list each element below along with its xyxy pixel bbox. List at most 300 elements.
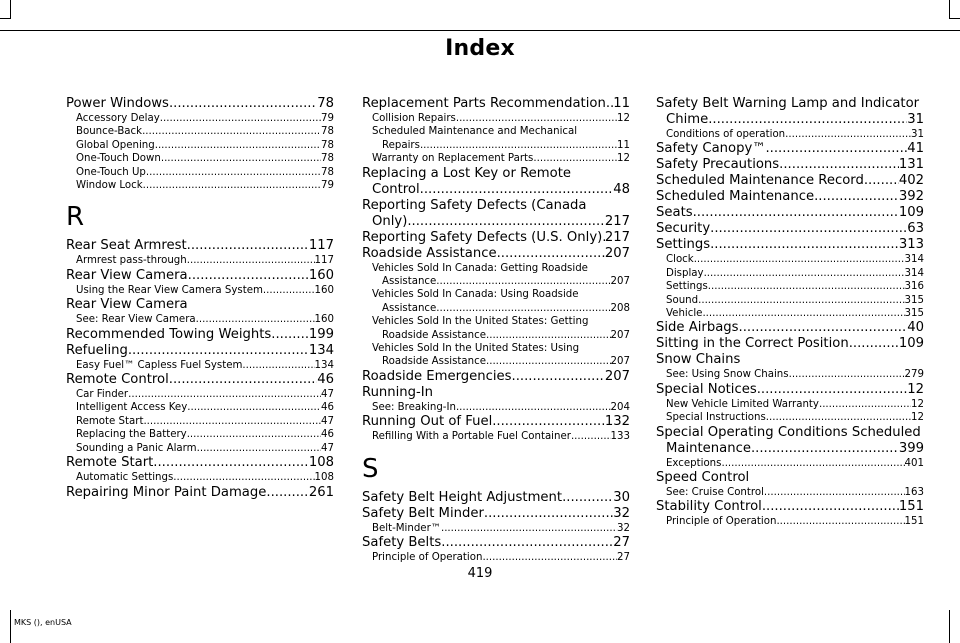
entry-label: Remote Start: [76, 415, 144, 427]
dot-leader: [571, 430, 611, 443]
entry-label: Security: [656, 221, 711, 237]
entry-page: 11: [613, 96, 630, 111]
entry-page: 12: [617, 153, 630, 165]
index-entry: [362, 414, 630, 430]
dot-leader: [441, 522, 617, 535]
entry-label: Vehicles Sold In Canada: Using Roadside: [372, 289, 579, 301]
entry-label: Accessory Delay: [76, 113, 160, 124]
entry-label-cont: Assistance: [382, 302, 437, 314]
entry-label: See: Rear View Camera: [76, 314, 196, 326]
crop-mark-top-left: [10, 0, 11, 18]
dot-leader: [266, 485, 308, 501]
entry-label: Safety Belt Warning Lamp and Indicator: [656, 96, 920, 111]
dot-leader: [721, 457, 904, 470]
entry-continuation: [372, 139, 630, 152]
crop-mark-top-right-h: [949, 18, 960, 19]
entry-page: 12: [907, 381, 924, 397]
entry-page: 313: [898, 237, 924, 253]
dot-leader: [187, 428, 321, 441]
index-subentry: [362, 152, 630, 165]
index-entry: [656, 157, 924, 173]
entry-page: 217: [604, 213, 630, 229]
entry-label: Scheduled Maintenance Record: [656, 173, 864, 189]
dot-leader: [155, 139, 321, 152]
entry-page: 134: [308, 342, 334, 358]
section-letter: R: [66, 202, 85, 233]
entry-label: Safety Belt Minder: [362, 505, 484, 521]
entry-page: 31: [911, 129, 924, 140]
entry-label: Rear View Camera: [66, 267, 188, 283]
crop-mark-bottom-right: [949, 610, 950, 643]
index-entry: [362, 96, 630, 112]
dot-leader: [693, 205, 899, 221]
entry-label: Speed Control: [656, 470, 750, 486]
entry-continuation: [362, 214, 630, 230]
entry-page: 204: [610, 401, 630, 413]
entry-page: 399: [898, 440, 924, 456]
dot-leader: [142, 125, 321, 138]
dot-leader: [407, 214, 604, 230]
entry-label: Refilling With a Portable Fuel Container: [372, 431, 571, 443]
entry-label-cont: Roadside Assistance: [382, 329, 486, 341]
index-entry: [66, 327, 334, 343]
index-entry: [362, 246, 630, 262]
entry-page: 109: [898, 336, 924, 352]
entry-page: 163: [904, 487, 924, 499]
entry-label: Repairing Minor Paint Damage: [66, 484, 267, 500]
entry-label: Replacement Parts Recommendation: [362, 96, 606, 111]
entry-label: Special Operating Conditions Scheduled: [656, 424, 921, 440]
dot-leader: [169, 96, 317, 112]
dot-leader: [497, 246, 605, 262]
index-subentry: [66, 125, 334, 138]
index-subentry: [362, 401, 630, 414]
entry-page: 79: [321, 113, 334, 124]
entry-page: 109: [898, 205, 924, 221]
dot-leader: [789, 368, 905, 381]
dot-leader: [271, 327, 309, 343]
dot-leader: [698, 294, 904, 307]
entry-continuation: [372, 355, 630, 368]
entry-label: Snow Chains: [656, 352, 741, 368]
entry-label: Running-In: [362, 384, 434, 400]
entry-continuation: [656, 441, 924, 457]
entry-label: Reporting Safety Defects (U.S. Only): [362, 229, 603, 245]
dot-leader: [197, 442, 321, 455]
index-subentry: [362, 112, 630, 125]
entry-continuation: [362, 182, 630, 198]
entry-page: 392: [898, 189, 924, 205]
entry-page: 160: [314, 284, 334, 296]
entry-label: Window Lock: [76, 180, 143, 192]
entry-label: See: Breaking-In: [372, 401, 456, 413]
index-entry: [656, 499, 924, 515]
entry-page: 402: [898, 173, 924, 189]
entry-page: 117: [314, 255, 334, 267]
entry-page: 47: [321, 415, 334, 427]
index-subentry: [66, 254, 334, 267]
entry-page: 78: [321, 166, 334, 178]
entry-page: 30: [613, 489, 630, 505]
entry-page: 46: [321, 429, 334, 441]
entry-label: Warranty on Replacement Parts: [372, 153, 534, 165]
index-column-2: [362, 96, 630, 565]
dot-leader: [187, 254, 315, 267]
entry-label: Global Opening: [76, 139, 155, 151]
entry-label: Sounding a Panic Alarm: [76, 442, 197, 454]
index-subentry: [66, 284, 334, 297]
entry-page: 131: [898, 157, 924, 173]
index-subentry: [656, 307, 924, 320]
entry-continuation: [372, 302, 630, 315]
dot-leader: [702, 307, 904, 320]
entry-label: Reporting Safety Defects (Canada: [362, 197, 587, 213]
entry-page: 208: [610, 302, 630, 314]
entry-label: Remote Start: [66, 455, 154, 471]
entry-page: 27: [613, 535, 630, 551]
dot-leader: [694, 253, 905, 266]
entry-page: 207: [604, 245, 630, 261]
entry-page: 12: [617, 113, 630, 124]
section-letter: S: [362, 453, 379, 484]
entry-label: Safety Canopy™: [656, 141, 766, 157]
index-subentry: [656, 486, 924, 499]
entry-label: Refueling: [66, 342, 128, 358]
index-subentry: [66, 179, 334, 192]
entry-page: 78: [321, 153, 334, 165]
index-subentry: [66, 139, 334, 152]
entry-label: Bounce-Back: [76, 126, 143, 138]
entry-label: Scheduled Maintenance: [656, 189, 815, 205]
index-subentry: [362, 315, 630, 342]
entry-label-cont: Maintenance: [666, 440, 751, 456]
entry-page: 160: [314, 314, 334, 326]
index-entry: [66, 268, 334, 284]
entry-page: 316: [904, 281, 924, 293]
entry-page: 12: [911, 398, 924, 410]
entry-page: 261: [308, 484, 334, 500]
index-entry: [656, 221, 924, 237]
index-subentry: [66, 166, 334, 179]
index-entry: [656, 425, 924, 457]
index-subentry: [362, 430, 630, 443]
index-entry: [66, 96, 334, 112]
dot-leader: [482, 551, 617, 564]
entry-label: One-Touch Down: [76, 153, 161, 165]
entry-page: 78: [321, 126, 334, 138]
index-entry: [656, 205, 924, 221]
entry-page: 151: [898, 499, 924, 515]
entry-label-cont: Repairs: [382, 139, 420, 151]
crop-mark-top-right: [949, 0, 950, 18]
entry-label: Settings: [656, 237, 711, 253]
dot-leader: [420, 139, 617, 152]
dot-leader: [128, 388, 321, 401]
entry-label: Running Out of Fuel: [362, 414, 493, 430]
dot-leader: [819, 398, 911, 411]
entry-label: Replacing the Battery: [76, 429, 187, 441]
dot-leader: [143, 415, 321, 428]
entry-page: 12: [911, 412, 924, 424]
entry-page: 117: [308, 238, 334, 254]
dot-leader: [704, 267, 905, 280]
index-entry: [362, 385, 630, 401]
index-subentry: [656, 267, 924, 280]
entry-label-cont: Assistance: [382, 276, 437, 288]
entry-label: Seats: [656, 205, 693, 221]
page-title: Index: [445, 36, 515, 61]
entry-label: See: Cruise Control: [666, 487, 764, 499]
index-subentry: [66, 415, 334, 428]
index-entry: [656, 470, 924, 486]
dot-leader: [160, 112, 321, 125]
index-subentry: [362, 342, 630, 369]
crop-mark-bottom-left: [10, 610, 11, 643]
entry-label: Rear View Camera: [66, 297, 188, 313]
index-entry: [656, 173, 924, 189]
index-entry: [362, 506, 630, 522]
entry-page: 217: [604, 229, 630, 245]
index-column-1: [66, 96, 334, 501]
entry-page: 199: [308, 326, 334, 342]
entry-label-cont: Chime: [666, 112, 709, 127]
entry-label: Side Airbags: [656, 320, 739, 336]
index-entry: [362, 369, 630, 385]
index-subentry: [66, 152, 334, 165]
entry-page: 207: [610, 329, 630, 341]
entry-page: 78: [321, 139, 334, 151]
entry-label: Settings: [666, 281, 708, 293]
index-entry: [66, 455, 334, 471]
entry-page: 31: [907, 112, 924, 127]
dot-leader: [779, 157, 899, 173]
dot-leader: [484, 506, 613, 522]
entry-label: Principle of Operation: [666, 516, 777, 528]
entry-label: Exceptions: [666, 457, 722, 469]
entry-page: 133: [610, 431, 630, 443]
entry-page: 314: [904, 267, 924, 279]
entry-label: Collision Repairs: [372, 113, 456, 124]
dot-leader: [710, 237, 899, 253]
footer-text: MKS (), enUSA: [14, 618, 72, 627]
index-subentry: [66, 359, 334, 372]
entry-label: Special Instructions: [666, 412, 766, 424]
entry-page: 32: [617, 522, 630, 534]
entry-label: Sound: [666, 294, 699, 306]
index-entry: [656, 141, 924, 157]
entry-label: Safety Precautions: [656, 157, 780, 173]
entry-continuation: [372, 275, 630, 288]
entry-label: New Vehicle Limited Warranty: [666, 398, 819, 410]
entry-continuation: [372, 329, 630, 342]
entry-label: Vehicles Sold In the United States: Using: [372, 343, 580, 355]
entry-page: 279: [904, 369, 924, 381]
entry-label: Automatic Settings: [76, 472, 174, 484]
index-entry: [66, 343, 334, 359]
entry-label-cont: Only): [372, 213, 408, 229]
dot-leader: [436, 302, 610, 315]
index-subentry: [656, 515, 924, 528]
entry-page: 207: [610, 356, 630, 368]
index-entry: [362, 535, 630, 551]
dot-leader: [456, 401, 611, 414]
entry-page: 108: [314, 472, 334, 484]
index-subentry: [362, 522, 630, 535]
entry-page: 207: [610, 276, 630, 288]
entry-label: Easy Fuel™ Capless Fuel System: [76, 359, 243, 371]
entry-label: Roadside Emergencies: [362, 368, 512, 384]
entry-label: Stability Control: [656, 499, 762, 515]
entry-page: 27: [617, 552, 630, 564]
entry-page: 79: [321, 180, 334, 192]
entry-page: 132: [604, 414, 630, 430]
index-subentry: [656, 457, 924, 470]
dot-leader: [187, 401, 321, 414]
dot-leader: [814, 189, 899, 205]
index-subentry: [66, 428, 334, 441]
index-subentry: [66, 313, 334, 326]
index-entry: [66, 372, 334, 388]
entry-page: 134: [314, 359, 334, 371]
crop-mark-top-left-h: [0, 18, 11, 19]
dot-leader: [751, 441, 899, 457]
dot-leader: [486, 355, 611, 368]
index-entry: [362, 198, 630, 230]
entry-label-cont: Roadside Assistance: [382, 356, 486, 368]
index-subentry: [656, 280, 924, 293]
entry-page: 401: [904, 457, 924, 469]
entry-label: Safety Belts: [362, 535, 442, 551]
dot-leader: [187, 238, 309, 254]
entry-page: 108: [308, 455, 334, 471]
entry-label: Intelligent Access Key: [76, 402, 188, 414]
index-subentry: [656, 294, 924, 307]
entry-page: 32: [613, 505, 630, 521]
entry-page: 41: [907, 141, 924, 157]
dot-leader: [710, 221, 907, 237]
entry-label: Replacing a Lost Key or Remote: [362, 165, 571, 181]
entry-label: Remote Control: [66, 372, 169, 388]
dot-leader: [188, 268, 309, 284]
dot-leader: [242, 359, 314, 372]
index-entry: [362, 166, 630, 198]
dot-leader: [161, 152, 321, 165]
entry-page: 78: [317, 96, 334, 111]
page-number: 419: [467, 566, 493, 581]
index-entry: [66, 297, 334, 313]
dot-leader: [456, 112, 617, 125]
dot-leader: [153, 455, 309, 471]
entry-label: Recommended Towing Weights: [66, 326, 272, 342]
index-subentry: [362, 262, 630, 289]
index-subentry: [656, 411, 924, 424]
header-rule: [0, 30, 960, 31]
dot-leader: [757, 382, 908, 398]
dot-leader: [562, 490, 613, 506]
dot-leader: [785, 128, 911, 141]
entry-page: 315: [904, 308, 924, 320]
index-subentry: [362, 288, 630, 315]
index-entry: [656, 237, 924, 253]
entry-page: 207: [604, 368, 630, 384]
index-entry: [66, 238, 334, 254]
dot-leader: [173, 471, 314, 484]
dot-leader: [436, 275, 610, 288]
entry-page: 160: [308, 267, 334, 283]
entry-label: Conditions of operation: [666, 129, 786, 140]
entry-page: 46: [321, 402, 334, 414]
index-entry: [66, 485, 334, 501]
entry-label: Safety Belt Height Adjustment: [362, 489, 563, 505]
index-subentry: [656, 368, 924, 381]
dot-leader: [196, 313, 315, 326]
dot-leader: [128, 343, 309, 359]
entry-label-cont: Control: [372, 181, 420, 197]
dot-leader: [512, 369, 605, 385]
index-subentry: [656, 128, 924, 141]
dot-leader: [169, 372, 317, 388]
dot-leader: [766, 411, 911, 424]
entry-label: Using the Rear View Camera System: [76, 284, 263, 296]
dot-leader: [143, 179, 321, 192]
dot-leader: [263, 284, 315, 297]
dot-leader: [764, 486, 905, 499]
entry-page: 63: [907, 221, 924, 237]
entry-label: Display: [666, 267, 704, 279]
entry-label: Special Notices: [656, 381, 757, 397]
dot-leader: [606, 96, 613, 112]
entry-page: 315: [904, 294, 924, 306]
dot-leader: [765, 141, 907, 157]
dot-leader: [420, 182, 614, 198]
entry-label: Power Windows: [66, 96, 169, 111]
index-subentry: [66, 112, 334, 125]
entry-label: Vehicles Sold In the United States: Getting: [372, 316, 589, 328]
index-subentry: [362, 125, 630, 152]
entry-page: 314: [904, 254, 924, 266]
index-subentry: [656, 398, 924, 411]
index-entry: [656, 352, 924, 368]
index-entry: [362, 490, 630, 506]
entry-page: 11: [617, 139, 630, 151]
dot-leader: [708, 280, 905, 293]
dot-leader: [739, 320, 908, 336]
entry-label: See: Using Snow Chains: [666, 369, 789, 381]
entry-label: Armrest pass-through: [76, 255, 187, 267]
entry-label: Sitting in the Correct Position: [656, 336, 849, 352]
entry-label: One-Touch Up: [76, 166, 146, 178]
dot-leader: [533, 152, 617, 165]
index-subentry: [66, 442, 334, 455]
entry-page: 48: [613, 181, 630, 197]
dot-leader: [762, 499, 899, 515]
index-entry: [656, 189, 924, 205]
index-subentry: [656, 253, 924, 266]
entry-label: Vehicle: [666, 308, 703, 320]
dot-leader: [441, 535, 613, 551]
entry-page: 151: [904, 516, 924, 528]
dot-leader: [849, 336, 899, 352]
index-subentry: [66, 401, 334, 414]
index-subentry: [66, 388, 334, 401]
index-entry: [656, 96, 924, 128]
entry-page: 40: [907, 320, 924, 336]
entry-page: 47: [321, 442, 334, 454]
entry-label: Belt-Minder™: [372, 522, 441, 534]
dot-leader: [864, 173, 899, 189]
index-column-3: [656, 96, 924, 529]
index-subentry: [362, 551, 630, 564]
